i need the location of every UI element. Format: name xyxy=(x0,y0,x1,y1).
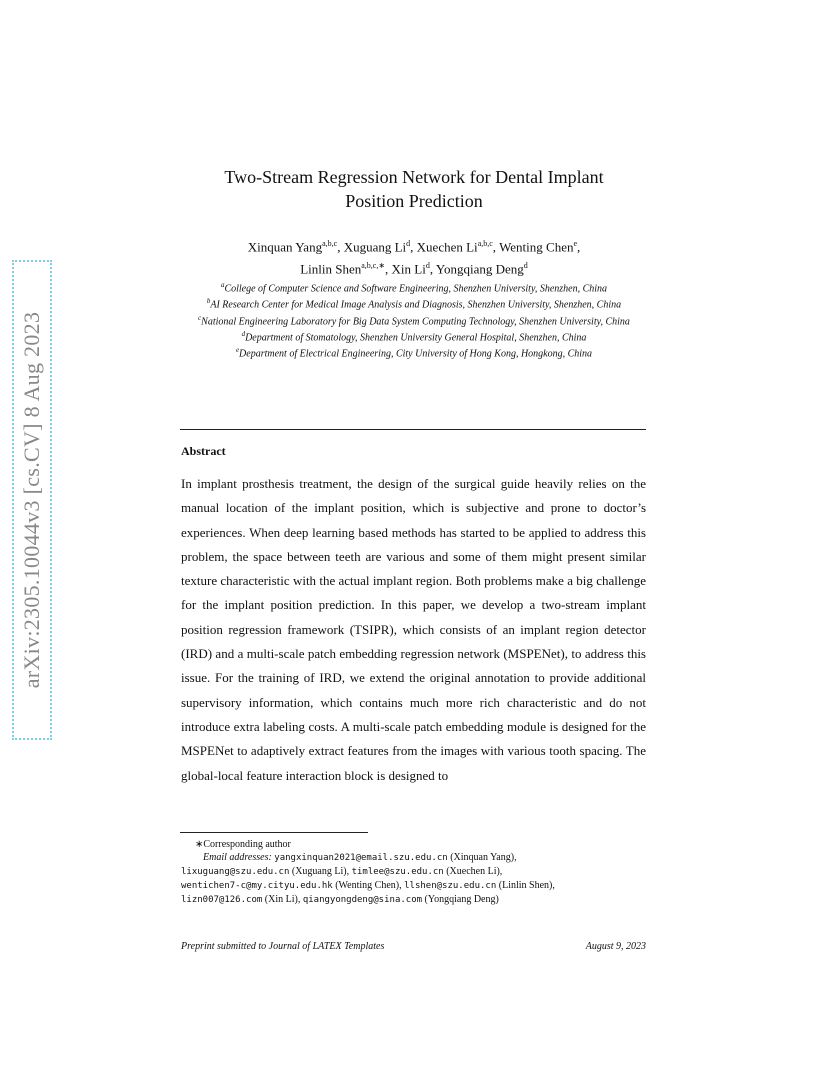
author-sep: , xyxy=(577,239,581,255)
author-sep: , xyxy=(429,261,436,277)
email-address[interactable]: timlee@szu.edu.cn xyxy=(351,867,444,877)
author-sup: d xyxy=(406,239,411,248)
arxiv-stamp-text: arXiv:2305.10044v3 [cs.CV] 8 Aug 2023 xyxy=(19,311,44,689)
affiliation-sup: e xyxy=(235,346,240,355)
abstract-text: In implant prosthesis treatment, the design of the surgical guide heavily relies on the manual location of the implant position, which is subjective and prone to doctor’s experiences. When deep learning based methods has started to be applied to address this problem, the space between teeth are various and some of them might present similar texture characteristic with the actual implant region. Both problems make a big challenge for the implant position prediction. In this paper, we develop a two-stream implant position regression framework (TSIPR), which consists of an implant region detector (IRD) and a multi-scale patch embedding regression network (MSPENet), to address this issue. For the training of IRD, we extend the original annotation to provide additional supervisory information, which contains much more rich characteristic and do not introduce extra labeling costs. A multi-scale patch embedding module is designed for the MSPENet to adaptively extract features from the images with various tooth spacing. The global-local feature interaction block is designed to xyxy=(181,476,646,783)
author-name: Xuechen Li xyxy=(416,239,478,255)
author-line-1 xyxy=(0,234,828,256)
affiliation-text: Department of Electrical Engineering, City University of Hong Kong, Hongkong, China xyxy=(239,348,593,360)
arxiv-stamp xyxy=(12,260,52,740)
email-line-3 xyxy=(181,879,651,893)
email-line-2 xyxy=(181,865,651,879)
email-owner: (Wenting Chen), xyxy=(332,880,405,891)
email-owner: (Linlin Shen), xyxy=(496,880,555,891)
footnote-rule xyxy=(180,832,368,833)
email-address[interactable]: qiangyongdeng@sina.com xyxy=(302,895,423,905)
abstract-top-rule xyxy=(180,429,646,430)
author-name: Xin Li xyxy=(391,261,426,277)
author-sup: e xyxy=(573,239,578,248)
email-address[interactable]: lizn007@126.com xyxy=(181,895,263,905)
affiliation-sup: a xyxy=(220,281,225,289)
author-sup: a,b,c,∗ xyxy=(361,261,386,271)
preprint-date: August 9, 2023 xyxy=(585,941,646,952)
email-address[interactable]: yangxinquan2021@email.szu.edu.cn xyxy=(274,853,448,863)
email-address[interactable]: llshen@szu.edu.cn xyxy=(404,881,497,891)
author-name: Linlin Shen xyxy=(300,261,362,277)
affiliation-text: Department of Stomatology, Shenzhen University General Hospital, Shenzhen, China xyxy=(245,332,587,344)
email-owner: (Yongqiang Deng) xyxy=(422,894,499,905)
preprint-note: Preprint submitted to Journal of LATEX Templates xyxy=(181,941,385,952)
author-line-2 xyxy=(0,256,828,278)
email-line-1 xyxy=(181,851,651,865)
author-sep: , xyxy=(337,239,344,255)
email-address[interactable]: lixuguang@szu.edu.cn xyxy=(181,867,290,877)
affiliation-text: College of Computer Science and Software Engineering, Shenzhen University, Shenzhen, China xyxy=(224,283,608,295)
title-line-2: Position Prediction xyxy=(345,191,483,211)
email-owner: (Xin Li), xyxy=(262,894,303,905)
affiliation-sup: d xyxy=(241,329,246,338)
email-line-4 xyxy=(181,893,651,907)
author-sup: a,b,c xyxy=(477,239,493,248)
email-owner: (Xinquan Yang), xyxy=(447,852,517,863)
author-name: Wenting Chen xyxy=(499,239,574,255)
footnotes xyxy=(181,838,651,907)
author-sep: , xyxy=(492,239,500,255)
affiliation-text: AI Research Center for Medical Image Analysis and Diagnosis, Shenzhen University, Shenzhen, China xyxy=(210,299,622,311)
author-sep: , xyxy=(410,239,417,255)
author-sup: d xyxy=(425,261,430,271)
author-name: Xinquan Yang xyxy=(247,239,323,255)
author-name: Yongqiang Deng xyxy=(435,261,524,277)
affiliation-item xyxy=(180,344,648,360)
affiliation-item xyxy=(180,328,648,344)
affiliation-text: National Engineering Laboratory for Big Data System Computing Technology, Shenzhen University, China xyxy=(201,315,630,327)
affiliation-sup: c xyxy=(198,313,202,322)
author-name: Xuguang Li xyxy=(343,239,407,255)
affiliation-item xyxy=(180,312,648,328)
corresponding-author-note: ∗Corresponding author xyxy=(195,839,291,850)
affiliation-item xyxy=(180,295,648,311)
author-sup: d xyxy=(523,261,528,271)
email-owner: (Xuguang Li), xyxy=(289,866,352,877)
email-label: Email addresses: xyxy=(203,852,272,863)
affiliations xyxy=(180,279,648,361)
affiliation-sup: b xyxy=(206,297,211,306)
author-sep: , xyxy=(385,261,392,277)
author-list xyxy=(0,234,828,279)
abstract-heading: Abstract xyxy=(181,444,226,458)
title-line-1: Two-Stream Regression Network for Dental Implant xyxy=(224,167,604,187)
paper-title xyxy=(0,165,828,213)
affiliation-item xyxy=(180,279,648,295)
author-sup: a,b,c xyxy=(322,239,338,248)
email-address[interactable]: wentichen7-c@my.cityu.edu.hk xyxy=(181,881,333,891)
email-owner: (Xuechen Li), xyxy=(443,866,503,877)
